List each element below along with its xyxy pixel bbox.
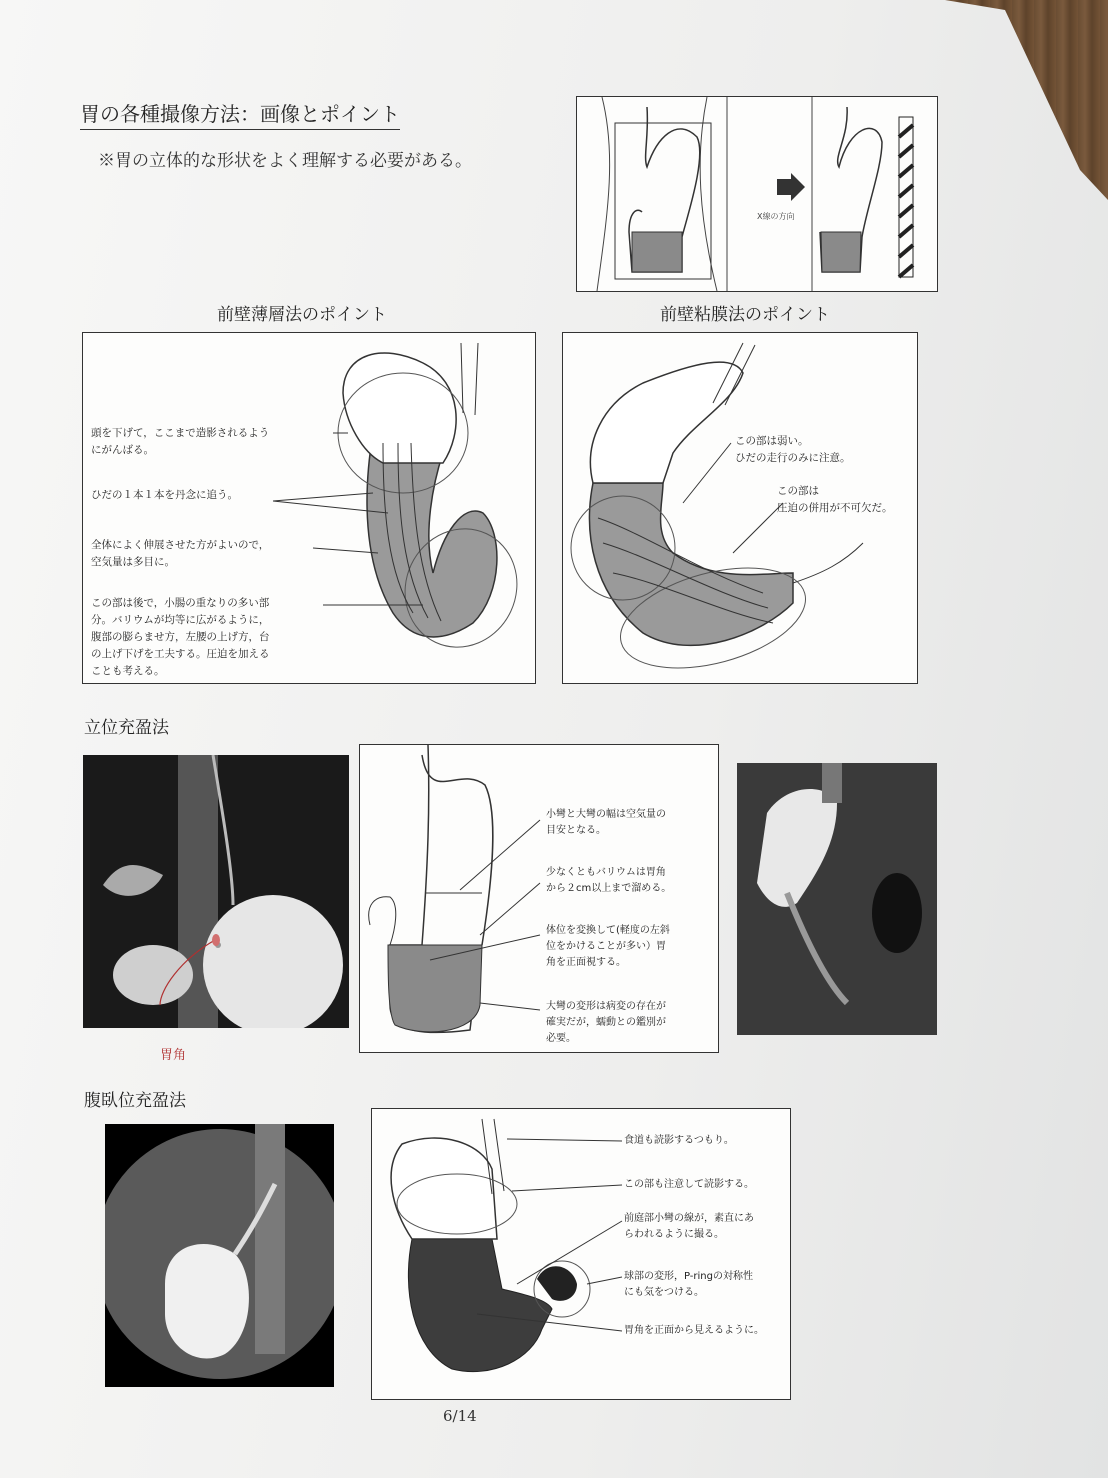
section-c-note-4: 大彎の変形は病変の存在が 確実だが，蠕動との鑑別が 必要。 <box>546 1001 666 1044</box>
section-b-note-1: この部は弱い。 ひだの走行のみに注意。 <box>735 435 851 464</box>
section-b-heading: 前壁粘膜法のポイント <box>660 305 830 325</box>
section-d-diagram-box <box>371 1108 791 1400</box>
section-c-note-3: 体位を変換して(軽度の左斜 位をかけることが多い）胃 角を正面視する。 <box>546 925 670 968</box>
section-a-diagram-box <box>82 332 536 684</box>
section-c-diagram-box <box>359 744 719 1053</box>
section-c-note-2: 少なくともバリウムは胃角 から２cm以上まで溜める。 <box>546 867 672 894</box>
x-ray-direction-label: X線の方向 <box>757 212 795 221</box>
section-d-note-2: この部も注意して読影する。 <box>624 1179 754 1190</box>
section-b-note-2: この部は 圧迫の併用が不可欠だ。 <box>777 485 893 514</box>
section-d-note-3: 前庭部小彎の線が，素直にあ らわれるように撮る。 <box>624 1213 754 1240</box>
section-a-heading: 前壁薄層法のポイント <box>217 305 387 325</box>
page-number: 6/14 <box>443 1407 477 1425</box>
positioning-diagram <box>576 96 938 292</box>
section-d-note-5: 胃角を正面から見えるように。 <box>624 1325 764 1336</box>
upright-xray-right <box>737 763 937 1035</box>
handwritten-note: 胃角 <box>160 1048 187 1063</box>
page-title: 胃の各種撮像方法：画像とポイント <box>80 98 400 130</box>
section-d-heading: 腹臥位充盈法 <box>84 1091 186 1111</box>
prone-xray <box>105 1124 334 1387</box>
section-b-diagram-box <box>562 332 918 684</box>
handwritten-arrow <box>140 930 220 1010</box>
page-subtitle: ※胃の立体的な形状をよく理解する必要がある。 <box>98 151 472 171</box>
section-c-note-1: 小彎と大彎の幅は空気量の 目安となる。 <box>546 809 666 836</box>
section-d-note-1: 食道も読影するつもり。 <box>624 1135 734 1146</box>
section-c-heading: 立位充盈法 <box>84 718 169 738</box>
section-a-note-1: 頭を下げて，ここまで造影されるよう にがんばる。 <box>91 427 270 456</box>
section-d-note-4: 球部の変形，P-ringの対称性 にも気をつける。 <box>624 1271 753 1298</box>
section-a-note-2: ひだの１本１本を丹念に追う。 <box>91 489 238 501</box>
section-a-note-3: 全体によく伸展させた方がよいので， 空気量は多目に。 <box>91 539 270 568</box>
section-a-note-4: この部は後で，小腸の重なりの多い部 分。バリウムが均等に広がるように， 腹部の膨らませ方，左腰の上げ方，台 の上げ下げを工夫する。圧迫を加える ことも考える。 <box>91 597 270 677</box>
